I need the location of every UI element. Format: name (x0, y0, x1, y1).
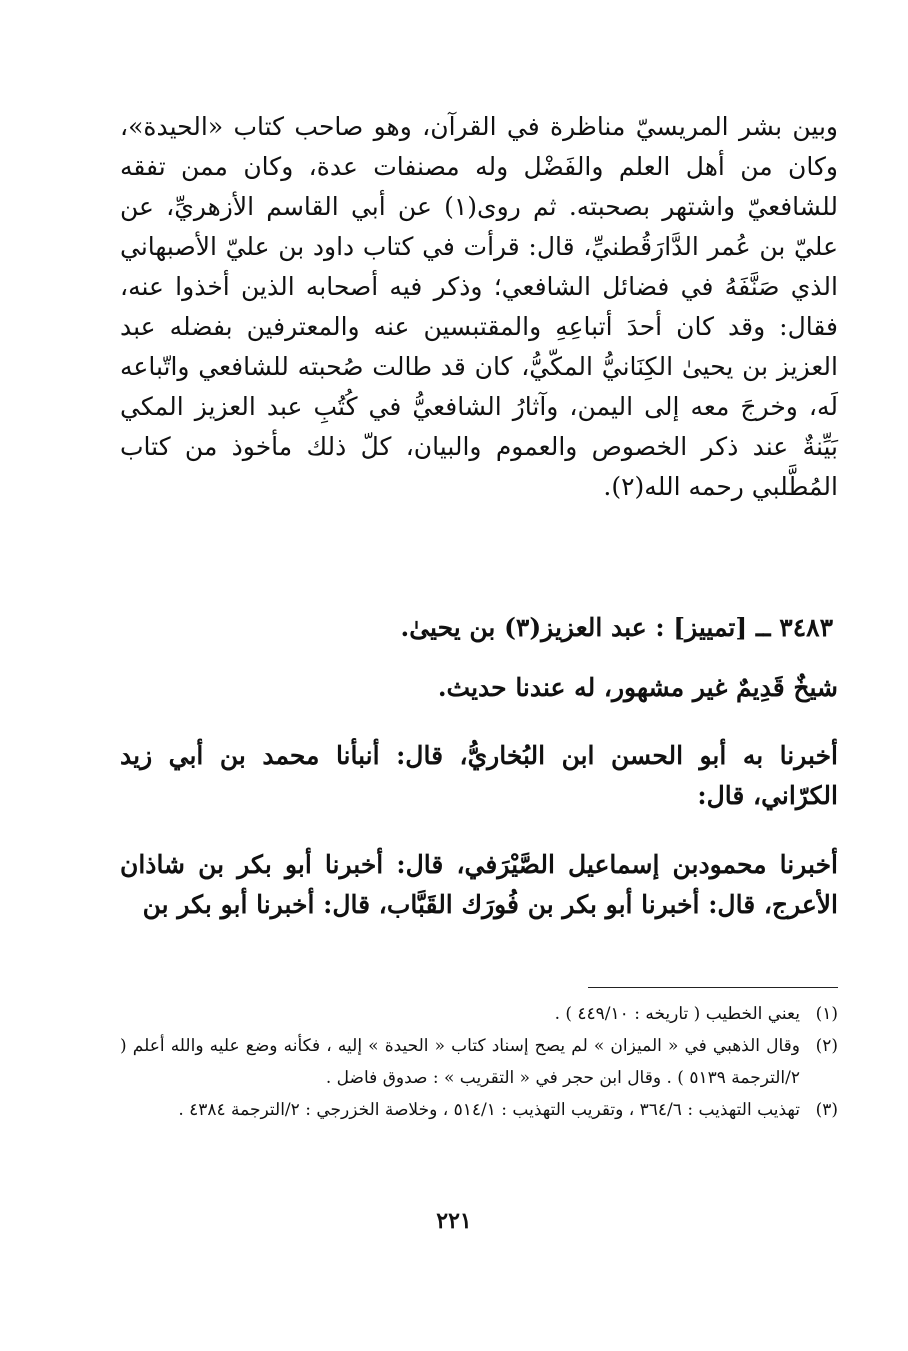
footnote-text: تهذيب التهذيب : ٣٦٤/٦ ، وتقريب التهذيب : ٥١٤/١ ، وخلاصة الخزرجي : ٢/الترجمة ٤٣٨٤ . (178, 1100, 800, 1120)
footnote-item (120, 1030, 838, 1094)
footnote-number: (١) (815, 1004, 838, 1024)
footnote-text: يعني الخطيب ( تاريخه : ٤٤٩/١٠ ) . (554, 1004, 800, 1024)
footnote-separator (588, 987, 838, 988)
footnote-item (120, 1094, 838, 1126)
footnote-item (120, 998, 838, 1030)
isnad-paragraph-second: أخبرنا محمودبن إسماعيل الصَّيْرَفي، قال: أخبرنا أبو بكر بن شاذان الأعرج، قال: أخبرنا أبو بكر بن فُورَك القَبَّاب، قال: أخبرنا أبو بكر بن (120, 850, 838, 919)
page-number: ٢٢١ (436, 1208, 472, 1234)
main-text-block (120, 107, 838, 507)
main-paragraph: وبين بشر المريسيّ مناظرة في القرآن، وهو صاحب كتاب «الحيدة»، وكان من أهل العلم والفَضْل وله مصنفات عدة، وكان ممن تفقه للشافعيّ واشتهر بصحبته. ثم روى(١) عن أبي القاسم الأزهريِّ، عن عليّ بن عُمر الدَّارَقُطنيِّ، قال: قرأت في كتاب داود بن عليّ الأصبهاني الذي صَنَّفَهُ في فضائل الشافعي؛ وذكر فيه أصحابه الذين أخذوا عنه، فقال: وقد كان أحدَ أتباعِهِ والمقتبسين عنه والمعترفين بفضله عبد العزيز بن يحيىٰ الكِنَانيُّ المكّيُّ، كان قد طالت صُحبته للشافعي واتّباعه لَه، وخرجَ معه إلى اليمن، وآثارُ الشافعيُّ في كُتُبِ عبد العزيز المكي بَيِّنةٌ عند ذكر الخصوص والعموم والبيان، كلّ ذلك مأخوذ من كتاب المُطَّلبي رحمه الله(٢). (120, 112, 838, 501)
footnote-number: (٢) (815, 1036, 838, 1056)
footnote-number: (٣) (815, 1100, 838, 1120)
isnad-paragraph-first: أخبرنا به أبو الحسن ابن البُخاريُّ، قال: أنبأنا محمد بن أبي زيد الكرّاني، قال: (120, 741, 838, 810)
footnote-text: وقال الذهبي في « الميزان » لم يصح إسناد كتاب « الحيدة » إليه ، فكأنه وضع عليه والله أعلم ( ٢/الترجمة ٥١٣٩ ) . وقال ابن حجر في « التقريب » : صدوق فاضل . (120, 1036, 800, 1088)
entry-description: شيخٌ قَدِيمٌ غير مشهور، له عندنا حديث. (437, 673, 838, 702)
footnotes (120, 998, 838, 1126)
entry-heading: ٣٤٨٣ ــ [تمييز] : عبد العزيز(٣) بن يحيىٰ. (400, 613, 833, 642)
